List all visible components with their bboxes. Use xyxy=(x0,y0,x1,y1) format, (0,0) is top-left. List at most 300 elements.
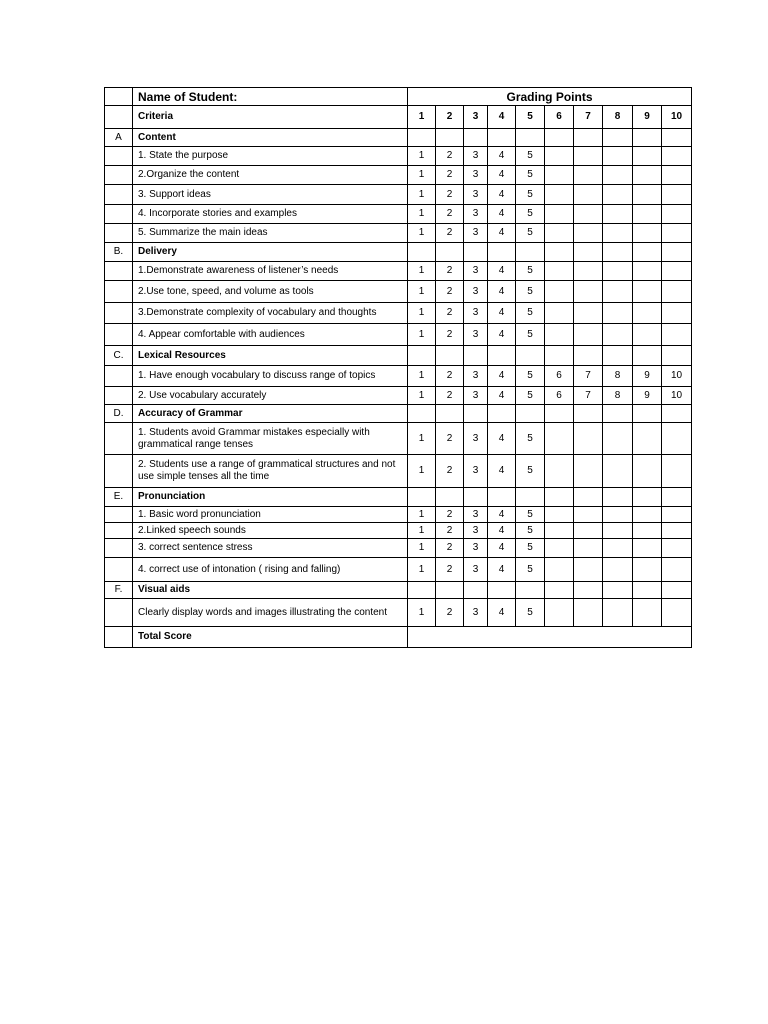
score-cell[interactable]: 1 xyxy=(408,387,436,405)
score-cell[interactable]: 1 xyxy=(408,455,436,488)
score-cell[interactable] xyxy=(436,129,464,147)
score-cell[interactable] xyxy=(603,281,633,303)
score-cell[interactable]: 7 xyxy=(574,387,603,405)
score-cell[interactable] xyxy=(464,129,488,147)
score-cell[interactable] xyxy=(516,488,545,507)
score-cell[interactable] xyxy=(633,166,662,185)
score-cell[interactable] xyxy=(545,147,574,166)
score-cell[interactable]: 8 xyxy=(603,366,633,387)
grading-point-header-9: 9 xyxy=(633,106,662,129)
score-cell[interactable] xyxy=(633,582,662,599)
criteria-corner-cell xyxy=(105,106,133,129)
score-cell[interactable]: 2 xyxy=(436,185,464,205)
score-cell[interactable] xyxy=(662,507,692,523)
score-cell[interactable]: 4 xyxy=(488,166,516,185)
score-cell[interactable]: 3 xyxy=(464,507,488,523)
score-cell[interactable] xyxy=(662,523,692,539)
score-cell[interactable] xyxy=(662,558,692,582)
score-cell[interactable] xyxy=(574,582,603,599)
score-cell[interactable]: 1 xyxy=(408,166,436,185)
score-cell[interactable] xyxy=(603,205,633,224)
score-cell[interactable]: 4 xyxy=(488,366,516,387)
score-cell[interactable] xyxy=(662,405,692,423)
score-cell[interactable]: 3 xyxy=(464,185,488,205)
score-cell[interactable] xyxy=(516,346,545,366)
score-cell[interactable] xyxy=(633,558,662,582)
score-cell[interactable] xyxy=(516,582,545,599)
score-cell[interactable] xyxy=(545,324,574,346)
score-cell[interactable] xyxy=(633,423,662,455)
score-cell[interactable] xyxy=(574,147,603,166)
criterion-text: 2.Organize the content xyxy=(133,166,408,185)
score-cell[interactable]: 6 xyxy=(545,366,574,387)
score-cell[interactable] xyxy=(545,423,574,455)
score-cell[interactable] xyxy=(633,205,662,224)
score-cell[interactable] xyxy=(633,147,662,166)
score-cell[interactable]: 2 xyxy=(436,423,464,455)
score-cell[interactable] xyxy=(488,405,516,423)
title-corner-cell xyxy=(105,88,133,106)
score-cell[interactable] xyxy=(408,243,436,262)
criterion-row xyxy=(105,523,692,539)
score-cell[interactable]: 2 xyxy=(436,558,464,582)
score-cell[interactable]: 1 xyxy=(408,507,436,523)
criterion-text: 3. correct sentence stress xyxy=(133,539,408,558)
score-cell[interactable]: 4 xyxy=(488,147,516,166)
score-cell[interactable] xyxy=(574,205,603,224)
score-cell[interactable]: 2 xyxy=(436,303,464,324)
score-cell[interactable] xyxy=(633,324,662,346)
score-cell[interactable] xyxy=(662,455,692,488)
score-cell[interactable]: 5 xyxy=(516,523,545,539)
score-cell[interactable]: 3 xyxy=(464,324,488,346)
score-cell[interactable] xyxy=(545,582,574,599)
section-letter xyxy=(105,224,133,243)
score-cell[interactable] xyxy=(603,539,633,558)
grading-point-header-7: 7 xyxy=(574,106,603,129)
score-cell[interactable]: 4 xyxy=(488,539,516,558)
score-cell[interactable] xyxy=(603,147,633,166)
score-cell[interactable] xyxy=(408,346,436,366)
score-cell[interactable]: 10 xyxy=(662,387,692,405)
score-cell[interactable]: 4 xyxy=(488,281,516,303)
score-cell[interactable] xyxy=(574,599,603,627)
criterion-text: 2.Use tone, speed, and volume as tools xyxy=(133,281,408,303)
score-cell[interactable] xyxy=(488,129,516,147)
score-cell[interactable] xyxy=(662,147,692,166)
score-cell[interactable]: 1 xyxy=(408,262,436,281)
criterion-text: 4. Appear comfortable with audiences xyxy=(133,324,408,346)
score-cell[interactable] xyxy=(545,523,574,539)
score-cell[interactable]: 4 xyxy=(488,324,516,346)
section-title: Lexical Resources xyxy=(133,346,408,366)
score-cell[interactable]: 4 xyxy=(488,455,516,488)
score-cell[interactable] xyxy=(662,224,692,243)
score-cell[interactable] xyxy=(633,129,662,147)
score-cell[interactable]: 2 xyxy=(436,455,464,488)
score-cell[interactable]: 5 xyxy=(516,599,545,627)
score-cell[interactable] xyxy=(488,582,516,599)
criterion-text: 2. Students use a range of grammatical structures and not use simple tenses all the time xyxy=(133,455,408,488)
section-letter: B. xyxy=(105,243,133,262)
section-letter xyxy=(105,539,133,558)
score-cell[interactable]: 2 xyxy=(436,147,464,166)
score-cell[interactable] xyxy=(662,582,692,599)
score-cell[interactable] xyxy=(574,539,603,558)
score-cell[interactable] xyxy=(464,346,488,366)
score-cell[interactable] xyxy=(662,346,692,366)
score-cell[interactable] xyxy=(662,423,692,455)
score-cell[interactable]: 5 xyxy=(516,303,545,324)
criterion-row xyxy=(105,539,692,558)
score-cell[interactable] xyxy=(603,324,633,346)
score-cell[interactable] xyxy=(603,303,633,324)
score-cell[interactable] xyxy=(633,281,662,303)
score-cell[interactable] xyxy=(464,405,488,423)
score-cell[interactable]: 5 xyxy=(516,281,545,303)
score-cell[interactable] xyxy=(603,488,633,507)
score-cell[interactable]: 1 xyxy=(408,558,436,582)
score-cell[interactable] xyxy=(574,129,603,147)
score-cell[interactable] xyxy=(603,262,633,281)
score-cell[interactable] xyxy=(408,405,436,423)
score-cell[interactable]: 8 xyxy=(603,387,633,405)
criteria-label: Criteria xyxy=(133,106,408,129)
criterion-text: 2.Linked speech sounds xyxy=(133,523,408,539)
score-cell[interactable] xyxy=(633,262,662,281)
score-cell[interactable]: 4 xyxy=(488,387,516,405)
grading-point-header-4: 4 xyxy=(488,106,516,129)
score-cell[interactable] xyxy=(633,185,662,205)
score-cell[interactable] xyxy=(574,324,603,346)
criterion-row xyxy=(105,324,692,346)
score-cell[interactable]: 2 xyxy=(436,166,464,185)
score-cell[interactable]: 3 xyxy=(464,387,488,405)
score-cell[interactable] xyxy=(436,243,464,262)
section-row xyxy=(105,488,692,507)
grading-point-header-5: 5 xyxy=(516,106,545,129)
score-cell[interactable] xyxy=(545,346,574,366)
score-cell[interactable]: 1 xyxy=(408,205,436,224)
score-cell[interactable]: 5 xyxy=(516,558,545,582)
score-cell[interactable] xyxy=(464,582,488,599)
score-cell[interactable]: 2 xyxy=(436,366,464,387)
total-score-row xyxy=(105,627,692,648)
section-letter: D. xyxy=(105,405,133,423)
score-cell[interactable]: 1 xyxy=(408,324,436,346)
score-cell[interactable] xyxy=(662,324,692,346)
score-cell[interactable] xyxy=(574,262,603,281)
title-row xyxy=(105,88,692,106)
score-cell[interactable] xyxy=(545,303,574,324)
score-cell[interactable]: 5 xyxy=(516,324,545,346)
criterion-row xyxy=(105,166,692,185)
score-cell[interactable] xyxy=(574,185,603,205)
score-cell[interactable]: 3 xyxy=(464,455,488,488)
score-cell[interactable]: 3 xyxy=(464,539,488,558)
score-cell[interactable]: 2 xyxy=(436,205,464,224)
criterion-text: 4. Incorporate stories and examples xyxy=(133,205,408,224)
score-cell[interactable]: 2 xyxy=(436,224,464,243)
score-cell[interactable]: 5 xyxy=(516,224,545,243)
score-cell[interactable]: 4 xyxy=(488,523,516,539)
score-cell[interactable]: 5 xyxy=(516,387,545,405)
section-letter: C. xyxy=(105,346,133,366)
score-cell[interactable] xyxy=(516,129,545,147)
score-cell[interactable]: 1 xyxy=(408,281,436,303)
score-cell[interactable]: 1 xyxy=(408,303,436,324)
score-cell[interactable] xyxy=(574,507,603,523)
score-cell[interactable] xyxy=(408,582,436,599)
score-cell[interactable] xyxy=(545,205,574,224)
score-cell[interactable] xyxy=(408,129,436,147)
score-cell[interactable]: 2 xyxy=(436,539,464,558)
score-cell[interactable] xyxy=(545,599,574,627)
criterion-text: 1.Demonstrate awareness of listener’s needs xyxy=(133,262,408,281)
grading-point-header-8: 8 xyxy=(603,106,633,129)
section-title: Accuracy of Grammar xyxy=(133,405,408,423)
score-cell[interactable]: 3 xyxy=(464,303,488,324)
criterion-row xyxy=(105,507,692,523)
score-cell[interactable] xyxy=(633,507,662,523)
score-cell[interactable]: 4 xyxy=(488,423,516,455)
score-cell[interactable] xyxy=(464,488,488,507)
score-cell[interactable] xyxy=(516,243,545,262)
score-cell[interactable]: 5 xyxy=(516,423,545,455)
score-cell[interactable] xyxy=(633,303,662,324)
score-cell[interactable]: 1 xyxy=(408,147,436,166)
score-cell[interactable] xyxy=(633,523,662,539)
score-cell[interactable] xyxy=(603,582,633,599)
score-cell[interactable] xyxy=(574,243,603,262)
score-cell[interactable] xyxy=(603,243,633,262)
criterion-text: 1. Students avoid Grammar mistakes especially with grammatical range tenses xyxy=(133,423,408,455)
score-cell[interactable]: 7 xyxy=(574,366,603,387)
score-cell[interactable]: 3 xyxy=(464,423,488,455)
score-cell[interactable] xyxy=(633,405,662,423)
score-cell[interactable] xyxy=(633,224,662,243)
criterion-row xyxy=(105,281,692,303)
score-cell[interactable]: 5 xyxy=(516,147,545,166)
criterion-text: 3.Demonstrate complexity of vocabulary and thoughts xyxy=(133,303,408,324)
section-letter xyxy=(105,523,133,539)
criteria-header-row xyxy=(105,106,692,129)
score-cell[interactable]: 3 xyxy=(464,166,488,185)
score-cell[interactable]: 3 xyxy=(464,224,488,243)
section-letter xyxy=(105,366,133,387)
criterion-row xyxy=(105,366,692,387)
score-cell[interactable] xyxy=(574,455,603,488)
score-cell[interactable] xyxy=(633,455,662,488)
score-cell[interactable] xyxy=(603,523,633,539)
score-cell[interactable] xyxy=(545,185,574,205)
score-cell[interactable] xyxy=(574,488,603,507)
score-cell[interactable] xyxy=(574,523,603,539)
total-score-cell[interactable] xyxy=(408,627,692,648)
score-cell[interactable] xyxy=(516,405,545,423)
criterion-row xyxy=(105,303,692,324)
section-row xyxy=(105,243,692,262)
score-cell[interactable] xyxy=(545,405,574,423)
score-cell[interactable]: 2 xyxy=(436,599,464,627)
score-cell[interactable] xyxy=(662,539,692,558)
score-cell[interactable]: 1 xyxy=(408,366,436,387)
score-cell[interactable]: 5 xyxy=(516,205,545,224)
score-cell[interactable] xyxy=(545,243,574,262)
score-cell[interactable] xyxy=(574,224,603,243)
score-cell[interactable] xyxy=(633,599,662,627)
score-cell[interactable]: 3 xyxy=(464,147,488,166)
score-cell[interactable] xyxy=(488,243,516,262)
score-cell[interactable]: 5 xyxy=(516,185,545,205)
score-cell[interactable]: 2 xyxy=(436,387,464,405)
score-cell[interactable] xyxy=(545,224,574,243)
section-letter xyxy=(105,599,133,627)
score-cell[interactable] xyxy=(603,129,633,147)
score-cell[interactable]: 5 xyxy=(516,507,545,523)
score-cell[interactable]: 1 xyxy=(408,423,436,455)
section-letter xyxy=(105,507,133,523)
section-letter xyxy=(105,147,133,166)
total-corner-cell xyxy=(105,627,133,648)
score-cell[interactable] xyxy=(574,346,603,366)
score-cell[interactable] xyxy=(545,488,574,507)
score-cell[interactable]: 3 xyxy=(464,262,488,281)
score-cell[interactable]: 4 xyxy=(488,224,516,243)
score-cell[interactable] xyxy=(662,281,692,303)
score-cell[interactable]: 1 xyxy=(408,185,436,205)
score-cell[interactable]: 3 xyxy=(464,281,488,303)
score-cell[interactable] xyxy=(545,539,574,558)
score-cell[interactable] xyxy=(603,599,633,627)
score-cell[interactable]: 5 xyxy=(516,166,545,185)
section-letter xyxy=(105,262,133,281)
score-cell[interactable] xyxy=(574,423,603,455)
score-cell[interactable]: 4 xyxy=(488,262,516,281)
criterion-text: 4. correct use of intonation ( rising and falling) xyxy=(133,558,408,582)
score-cell[interactable] xyxy=(408,488,436,507)
score-cell[interactable] xyxy=(488,346,516,366)
score-cell[interactable]: 3 xyxy=(464,366,488,387)
score-cell[interactable] xyxy=(545,455,574,488)
score-cell[interactable] xyxy=(603,507,633,523)
score-cell[interactable]: 9 xyxy=(633,387,662,405)
score-cell[interactable] xyxy=(603,185,633,205)
score-cell[interactable] xyxy=(662,166,692,185)
score-cell[interactable]: 4 xyxy=(488,558,516,582)
score-cell[interactable] xyxy=(633,539,662,558)
score-cell[interactable]: 3 xyxy=(464,205,488,224)
score-cell[interactable] xyxy=(662,185,692,205)
score-cell[interactable] xyxy=(603,224,633,243)
score-cell[interactable] xyxy=(662,129,692,147)
section-letter xyxy=(105,185,133,205)
grading-rubric-table xyxy=(104,87,692,648)
score-cell[interactable] xyxy=(545,507,574,523)
section-letter xyxy=(105,205,133,224)
score-cell[interactable]: 2 xyxy=(436,281,464,303)
section-letter xyxy=(105,303,133,324)
score-cell[interactable]: 5 xyxy=(516,366,545,387)
score-cell[interactable] xyxy=(633,243,662,262)
score-cell[interactable] xyxy=(603,166,633,185)
criterion-row xyxy=(105,387,692,405)
score-cell[interactable] xyxy=(662,262,692,281)
score-cell[interactable] xyxy=(436,488,464,507)
score-cell[interactable]: 1 xyxy=(408,599,436,627)
score-cell[interactable] xyxy=(662,205,692,224)
score-cell[interactable] xyxy=(662,243,692,262)
score-cell[interactable]: 4 xyxy=(488,507,516,523)
score-cell[interactable]: 10 xyxy=(662,366,692,387)
score-cell[interactable]: 4 xyxy=(488,185,516,205)
score-cell[interactable]: 6 xyxy=(545,387,574,405)
score-cell[interactable] xyxy=(574,405,603,423)
score-cell[interactable]: 3 xyxy=(464,558,488,582)
score-cell[interactable] xyxy=(545,129,574,147)
score-cell[interactable] xyxy=(436,405,464,423)
score-cell[interactable]: 2 xyxy=(436,324,464,346)
score-cell[interactable]: 5 xyxy=(516,262,545,281)
score-cell[interactable]: 5 xyxy=(516,455,545,488)
score-cell[interactable] xyxy=(464,243,488,262)
criterion-text: 5. Summarize the main ideas xyxy=(133,224,408,243)
score-cell[interactable]: 4 xyxy=(488,205,516,224)
score-cell[interactable] xyxy=(488,488,516,507)
criterion-row xyxy=(105,185,692,205)
score-cell[interactable] xyxy=(545,558,574,582)
score-cell[interactable] xyxy=(574,303,603,324)
criterion-row xyxy=(105,455,692,488)
criterion-row xyxy=(105,147,692,166)
score-cell[interactable]: 2 xyxy=(436,507,464,523)
score-cell[interactable]: 1 xyxy=(408,539,436,558)
score-cell[interactable]: 4 xyxy=(488,599,516,627)
score-cell[interactable] xyxy=(603,455,633,488)
grading-point-header-6: 6 xyxy=(545,106,574,129)
section-letter xyxy=(105,423,133,455)
score-cell[interactable]: 1 xyxy=(408,224,436,243)
score-cell[interactable] xyxy=(436,346,464,366)
score-cell[interactable]: 3 xyxy=(464,599,488,627)
section-letter xyxy=(105,324,133,346)
score-cell[interactable]: 9 xyxy=(633,366,662,387)
score-cell[interactable] xyxy=(574,166,603,185)
score-cell[interactable]: 2 xyxy=(436,523,464,539)
score-cell[interactable] xyxy=(603,558,633,582)
score-cell[interactable] xyxy=(545,166,574,185)
score-cell[interactable] xyxy=(603,346,633,366)
score-cell[interactable]: 5 xyxy=(516,539,545,558)
score-cell[interactable] xyxy=(662,303,692,324)
score-cell[interactable] xyxy=(633,488,662,507)
criterion-text: 1. Basic word pronunciation xyxy=(133,507,408,523)
score-cell[interactable]: 4 xyxy=(488,303,516,324)
score-cell[interactable]: 3 xyxy=(464,523,488,539)
score-cell[interactable] xyxy=(662,488,692,507)
score-cell[interactable] xyxy=(662,599,692,627)
score-cell[interactable]: 1 xyxy=(408,523,436,539)
score-cell[interactable] xyxy=(545,262,574,281)
score-cell[interactable] xyxy=(603,423,633,455)
score-cell[interactable] xyxy=(633,346,662,366)
score-cell[interactable] xyxy=(574,281,603,303)
score-cell[interactable] xyxy=(574,558,603,582)
score-cell[interactable] xyxy=(545,281,574,303)
score-cell[interactable] xyxy=(603,405,633,423)
score-cell[interactable] xyxy=(436,582,464,599)
score-cell[interactable]: 2 xyxy=(436,262,464,281)
